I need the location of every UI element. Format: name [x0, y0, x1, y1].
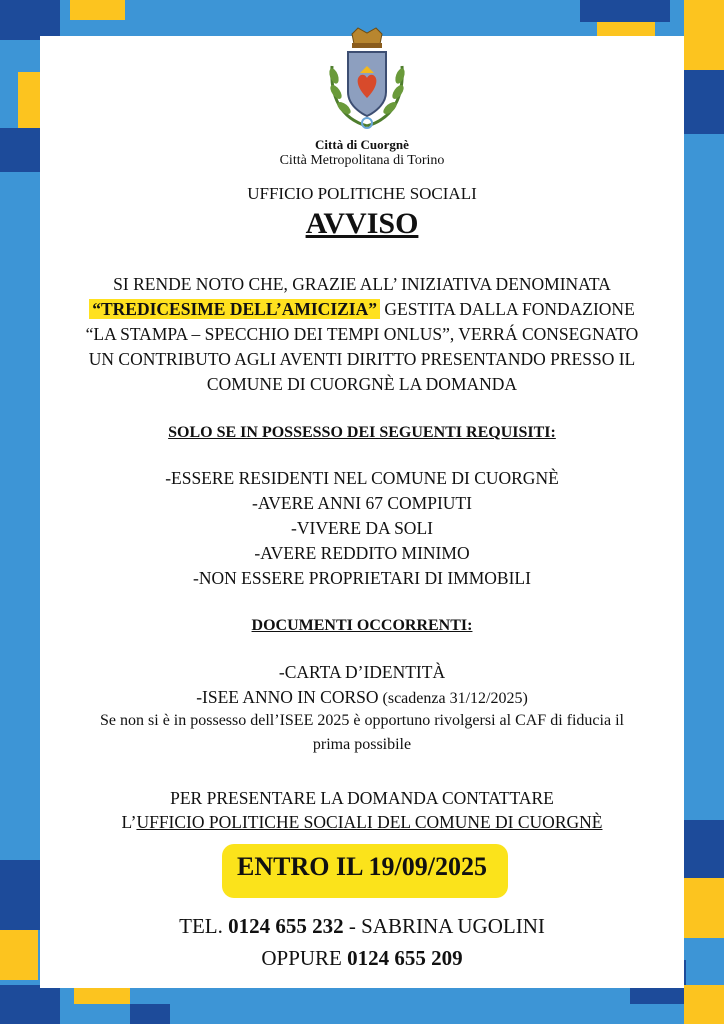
requirement-item: -VIVERE DA SOLI: [291, 518, 433, 538]
contact-alt-phone-line: [0, 946, 724, 971]
isee-note-line-1: Se non si è in possesso dell’ISEE 2025 è opportuno rivolgersi al CAF di fiducia il: [100, 712, 624, 729]
border-block: [130, 1004, 170, 1024]
documents-heading: [0, 617, 724, 635]
border-block: [580, 0, 670, 22]
submit-line-1: PER PRESENTARE LA DOMANDA CONTATTARE: [170, 788, 554, 808]
document-item-id: -CARTA D’IDENTITÀ: [278, 662, 446, 682]
requirement-item: -NON ESSERE PROPRIETARI DI IMMOBILI: [193, 568, 531, 588]
border-block: [0, 985, 60, 1024]
intro-line-4: UN CONTRIBUTO AGLI AVENTI DIRITTO PRESENTANDO PRESSO IL: [88, 349, 636, 369]
intro-line-3: “LA STAMPA – SPECCHIO DEI TEMPI ONLUS”, VERRÁ CONSEGNATO: [85, 324, 639, 344]
isee-expiry: (scadenza 31/12/2025): [378, 690, 528, 707]
isee-label: -ISEE ANNO IN CORSO: [196, 687, 379, 707]
program-name-highlight: “TREDICESIME DELL’AMICIZIA”: [89, 299, 380, 319]
city-name: Città di Cuorgnè: [315, 137, 409, 152]
deadline: ENTRO IL 19/09/2025: [237, 852, 487, 881]
border-block: [684, 985, 724, 1024]
tel-label: TEL.: [179, 914, 229, 938]
submit-line-2: [0, 810, 724, 835]
coat-of-arms-icon: [322, 26, 412, 134]
page-title: AVVISO: [305, 207, 419, 240]
document-item-isee: [0, 685, 724, 711]
intro-line-2: [0, 297, 724, 322]
phone-number-1: 0124 655 232: [228, 914, 344, 938]
contact-phone-line: [0, 914, 724, 939]
border-block: [0, 0, 60, 40]
requirements-heading-text: SOLO SE IN POSSESSO DEI SEGUENTI REQUISITI:: [168, 424, 556, 441]
requirement-item: -AVERE ANNI 67 COMPIUTI: [252, 493, 472, 513]
office-reference: UFFICIO POLITICHE SOCIALI DEL COMUNE DI CUORGNÈ: [136, 812, 603, 832]
isee-note-line-2: prima possibile: [312, 736, 412, 753]
requirements-heading: [0, 424, 724, 442]
metro-city-name: Città Metropolitana di Torino: [279, 153, 445, 168]
requirement-item: -ESSERE RESIDENTI NEL COMUNE DI CUORGNÈ: [165, 468, 559, 488]
intro-line-2-rest: GESTITA DALLA FONDAZIONE: [380, 299, 635, 319]
intro-line-1: SI RENDE NOTO CHE, GRAZIE ALL’ INIZIATIVA DENOMINATA: [113, 274, 611, 294]
documents-heading-text: DOCUMENTI OCCORRENTI:: [251, 617, 473, 634]
alt-label: OPPURE: [261, 946, 348, 970]
border-block: [70, 0, 125, 20]
phone-number-2: 0124 655 209: [347, 946, 463, 970]
submit-line-2-prefix: L’: [121, 812, 137, 832]
office-name: UFFICIO POLITICHE SOCIALI: [247, 184, 477, 203]
requirement-item: -AVERE REDDITO MINIMO: [254, 543, 470, 563]
contact-person: - SABRINA UGOLINI: [343, 914, 545, 938]
intro-line-5: COMUNE DI CUORGNÈ LA DOMANDA: [206, 374, 518, 394]
border-block: [684, 70, 724, 134]
border-block: [684, 0, 724, 70]
